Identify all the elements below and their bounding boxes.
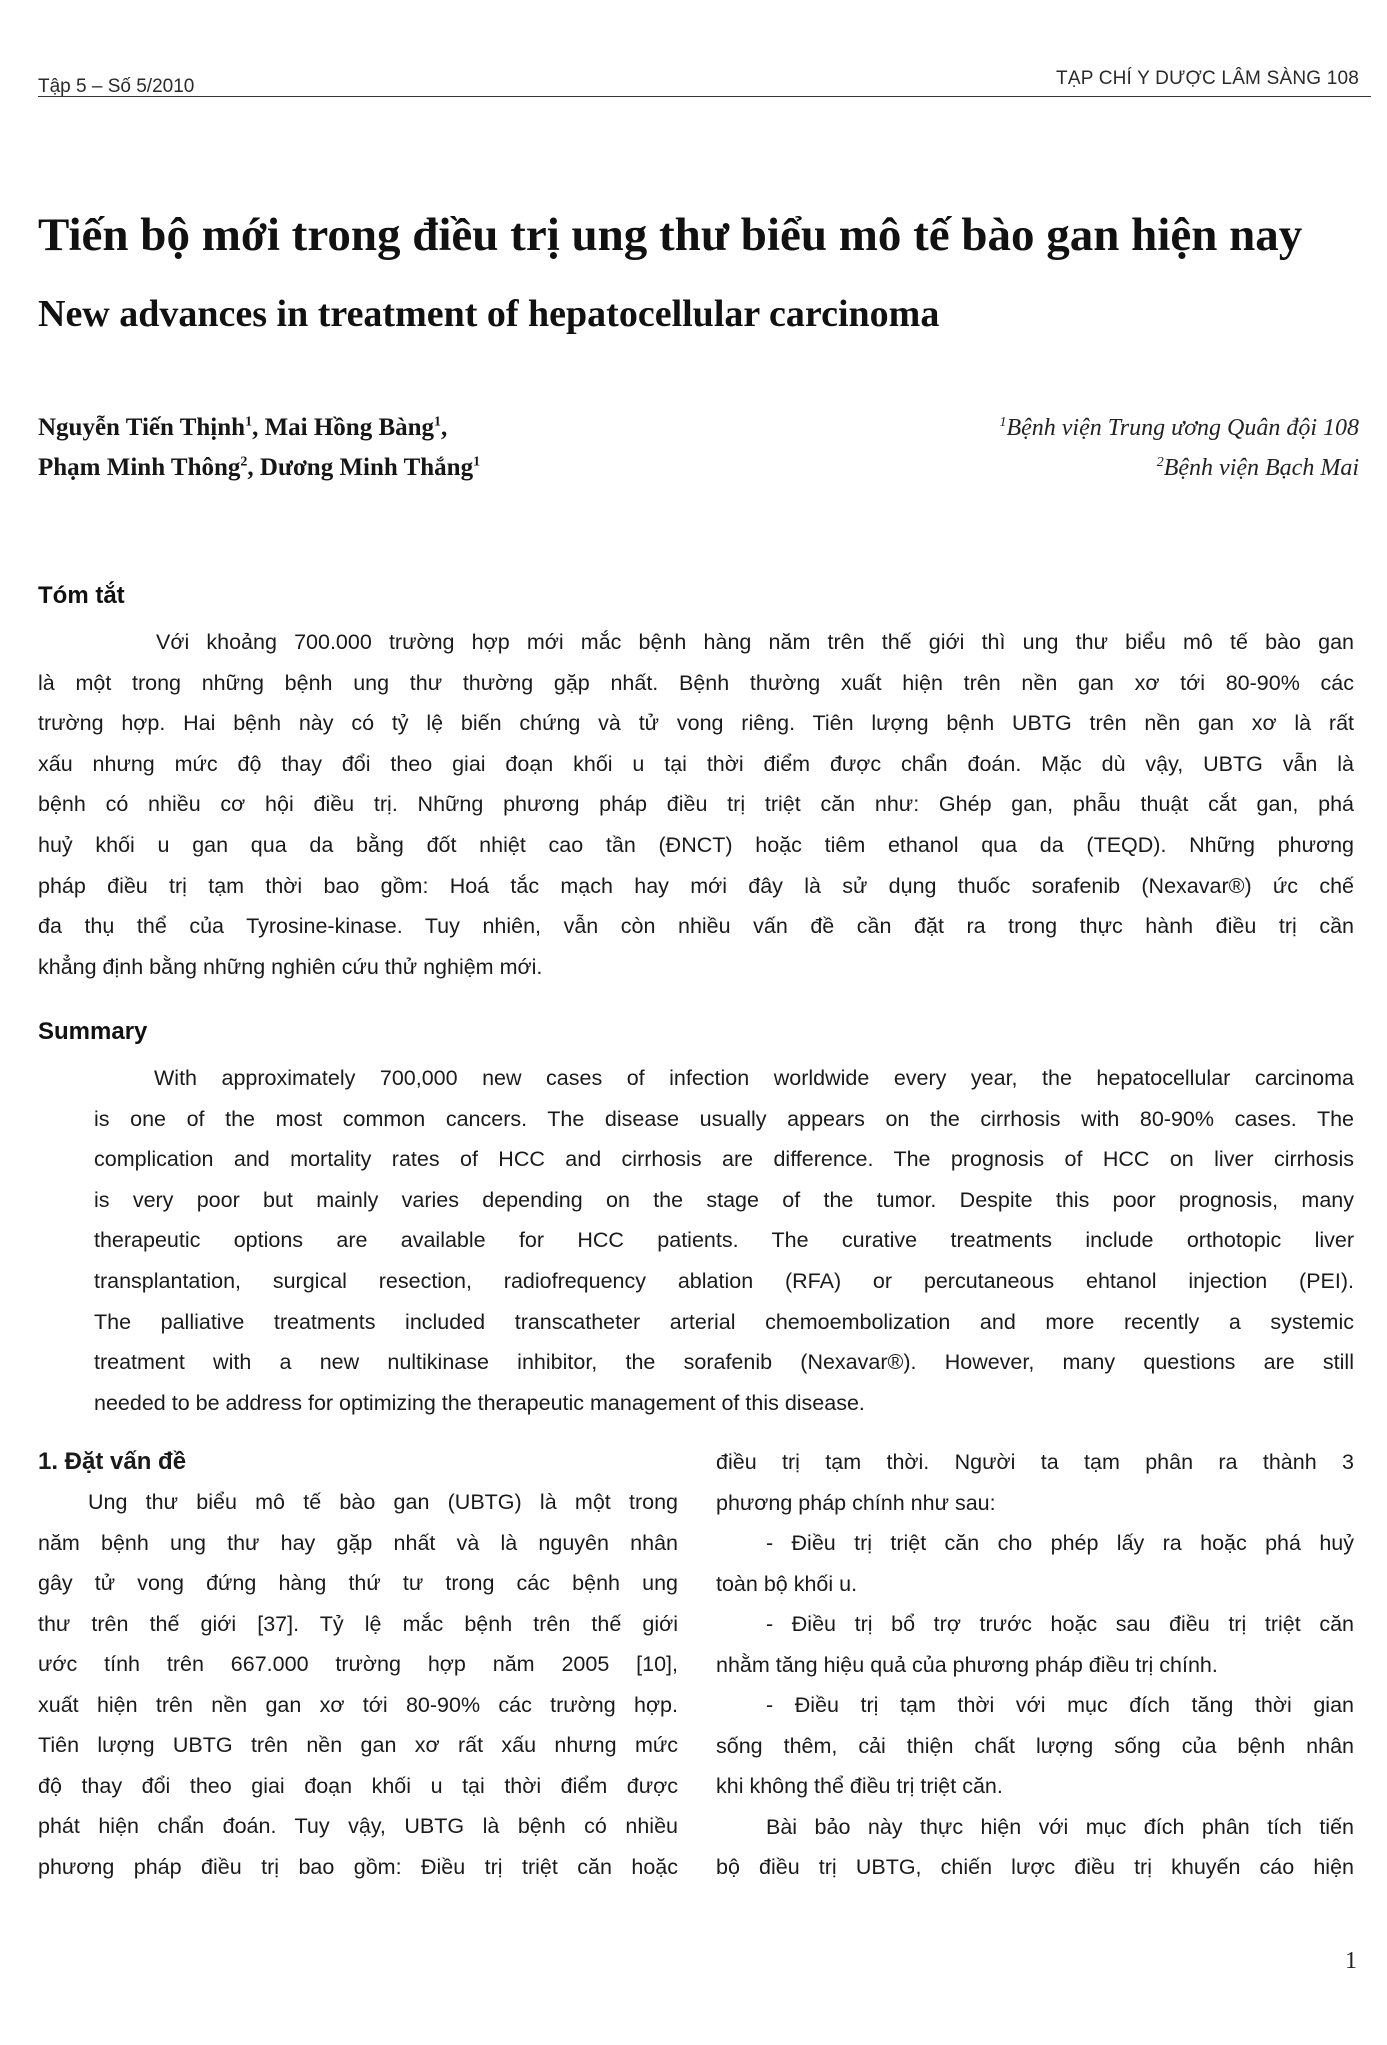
abstract-vi-body bbox=[38, 622, 1354, 987]
text-line: thư trên thế giới [37]. Tỷ lệ mắc bệnh trên thế giới bbox=[38, 1611, 678, 1636]
abstract-line: là một trong những bệnh ung thư thường gặp nhất. Bệnh thường xuất hiện trên nền gan xơ tới 80-90% các bbox=[38, 670, 1354, 695]
text-line: năm bệnh ung thư hay gặp nhất và là nguyên nhân bbox=[38, 1530, 678, 1555]
text-line: điều trị tạm thời. Người ta tạm phân ra thành 3 bbox=[716, 1450, 1354, 1474]
author-name: Phạm Minh Thông bbox=[38, 454, 241, 481]
abstract-line: is very poor but mainly varies depending on the stage of the tumor. Despite this poor prognosis, many bbox=[94, 1187, 1354, 1212]
author-name: Nguyễn Tiến Thịnh bbox=[38, 414, 246, 441]
abstract-line: khẳng định bằng những nghiên cứu thử nghiệm mới. bbox=[38, 954, 543, 979]
abstract-line: complication and mortality rates of HCC and cirrhosis are difference. The prognosis of HCC on liver cirrhosis bbox=[94, 1147, 1354, 1172]
author-name: Mai Hồng Bàng bbox=[264, 414, 435, 441]
text-line: Ung thư biểu mô tế bào gan (UBTG) là một trong bbox=[88, 1490, 678, 1514]
page-number: 1 bbox=[1345, 1948, 1357, 1974]
author-line-2: Phạm Minh Thông$^2$, Dương Minh Thắng$^1$ bbox=[38, 454, 481, 481]
list-item: - Điều trị bổ trợ trước hoặc sau điều trị triệt căn bbox=[766, 1612, 1354, 1636]
author-affiliation-mark: 1 bbox=[245, 414, 253, 430]
body-column-left bbox=[38, 1442, 678, 1887]
abstract-line: đa thụ thể của Tyrosine-kinase. Tuy nhiên, vẫn còn nhiều vấn đề cần đặt ra trong thực hành điều trị cần bbox=[38, 914, 1354, 939]
author-affiliation-mark: 2 bbox=[240, 454, 248, 470]
abstract-line: With approximately 700,000 new cases of infection worldwide every year, the hepatocellular carcinoma bbox=[154, 1066, 1354, 1090]
text-line: gây tử vong đứng hàng thứ tư trong các bệnh ung bbox=[38, 1571, 678, 1595]
text-line: toàn bộ khối u. bbox=[716, 1571, 858, 1596]
section-heading: 1. Đặt vấn đề bbox=[38, 1448, 187, 1475]
text-line: phương pháp chính như sau: bbox=[716, 1490, 996, 1515]
author-line-1: Nguyễn Tiến Thịnh$^1$, Mai Hồng Bàng$^1$, bbox=[38, 414, 448, 441]
abstract-line: trường hợp. Hai bệnh này có tỷ lệ biến chứng và tử vong riêng. Tiên lượng bệnh UBTG trên nền gan xơ là rất bbox=[38, 711, 1354, 736]
text-line: sống thêm, cải thiện chất lượng sống của bệnh nhân bbox=[716, 1733, 1354, 1758]
affiliation-2 bbox=[759, 448, 1359, 488]
abstract-line: huỷ khối u gan qua da bằng đốt nhiệt cao tần (ĐNCT) hoặc tiêm ethanol qua da (TEQD). Những phương bbox=[38, 832, 1354, 857]
journal-issue: Tập 5 – Số 5/2010 bbox=[38, 76, 195, 97]
abstract-line: xấu nhưng mức độ thay đổi theo giai đoạn khối u tại thời điểm được chẩn đoán. Mặc dù vậy, UBTG vẫn là bbox=[38, 751, 1354, 776]
text-line: xuất hiện trên nền gan xơ tới 80-90% các trường hợp. bbox=[38, 1692, 678, 1717]
affiliation-name: Bệnh viện Bạch Mai bbox=[1163, 455, 1359, 481]
header-rule bbox=[38, 96, 1371, 97]
title-english: New advances in treatment of hepatocellular carcinoma bbox=[38, 293, 940, 335]
abstract-line: transplantation, surgical resection, radiofrequency ablation (RFA) or percutaneous ehtanol injection (PEI). bbox=[94, 1268, 1354, 1293]
affiliation-mark: 2 bbox=[1156, 455, 1164, 470]
affiliation-name: Bệnh viện Trung ương Quân đội 108 bbox=[1006, 415, 1359, 441]
body-column-right bbox=[716, 1442, 1354, 1888]
affiliation-1 bbox=[759, 408, 1359, 448]
list-item: - Điều trị tạm thời với mục đích tăng thời gian bbox=[766, 1693, 1354, 1717]
author-affiliation-mark: 1 bbox=[473, 454, 481, 470]
abstract-line: The palliative treatments included transcatheter arterial chemoembolization and more recently a systemic bbox=[94, 1309, 1354, 1334]
abstract-line: Với khoảng 700.000 trường hợp mới mắc bệnh hàng năm trên thế giới thì ung thư biểu mô tế bào gan bbox=[156, 630, 1354, 654]
text-line: Tiên lượng UBTG trên nền gan xơ rất xấu nhưng mức bbox=[38, 1733, 678, 1757]
abstract-line: needed to be address for optimizing the therapeutic management of this disease. bbox=[94, 1390, 865, 1415]
affiliation-mark: 1 bbox=[999, 415, 1007, 430]
abstract-line: pháp điều trị tạm thời bao gồm: Hoá tắc mạch hay mới đây là sử dụng thuốc sorafenib (Nexavar®) ức chế bbox=[38, 873, 1354, 898]
text-line: khi không thể điều trị triệt căn. bbox=[716, 1774, 1003, 1798]
author-name: Dương Minh Thắng bbox=[259, 454, 474, 481]
affiliation-list bbox=[759, 408, 1359, 488]
abstract-en-heading: Summary bbox=[38, 1018, 148, 1045]
text-line: độ thay đổi theo giai đoạn khối u tại thời điểm được bbox=[38, 1773, 678, 1798]
author-affiliation-mark: 1 bbox=[434, 414, 442, 430]
text-line: phương pháp điều trị bao gồm: Điều trị triệt căn hoặc bbox=[38, 1854, 678, 1879]
abstract-en-body bbox=[94, 1058, 1354, 1423]
list-item: - Điều trị triệt căn cho phép lấy ra hoặc phá huỷ bbox=[766, 1531, 1354, 1555]
abstract-line: is one of the most common cancers. The disease usually appears on the cirrhosis with 80-90% cases. The bbox=[94, 1106, 1354, 1131]
abstract-line: bệnh có nhiều cơ hội điều trị. Những phương pháp điều trị triệt căn như: Ghép gan, phẫu thuật cắt gan, phá bbox=[38, 792, 1354, 817]
text-line: Bài bảo này thực hiện với mục đích phân tích tiến bbox=[766, 1814, 1354, 1839]
abstract-vi-heading: Tóm tắt bbox=[38, 582, 125, 609]
section-paragraph bbox=[38, 1482, 678, 1887]
abstract-line: treatment with a new nultikinase inhibitor, the sorafenib (Nexavar®). However, many questions are still bbox=[94, 1350, 1354, 1375]
author-list bbox=[38, 408, 758, 488]
journal-name: TẠP CHÍ Y DƯỢC LÂM SÀNG 108 bbox=[1056, 68, 1359, 89]
text-line: phát hiện chẩn đoán. Tuy vậy, UBTG là bệnh có nhiều bbox=[38, 1814, 678, 1838]
title-vietnamese: Tiến bộ mới trong điều trị ung thư biểu mô tế bào gan hiện nay bbox=[38, 209, 1303, 261]
abstract-line: therapeutic options are available for HCC patients. The curative treatments include orthotopic liver bbox=[94, 1228, 1354, 1253]
text-line: ước tính trên 667.000 trường hợp năm 2005 [10], bbox=[38, 1652, 678, 1676]
text-line: bộ điều trị UBTG, chiến lược điều trị khuyến cáo hiện bbox=[716, 1855, 1354, 1879]
text-line: nhằm tăng hiệu quả của phương pháp điều trị chính. bbox=[716, 1652, 1218, 1677]
